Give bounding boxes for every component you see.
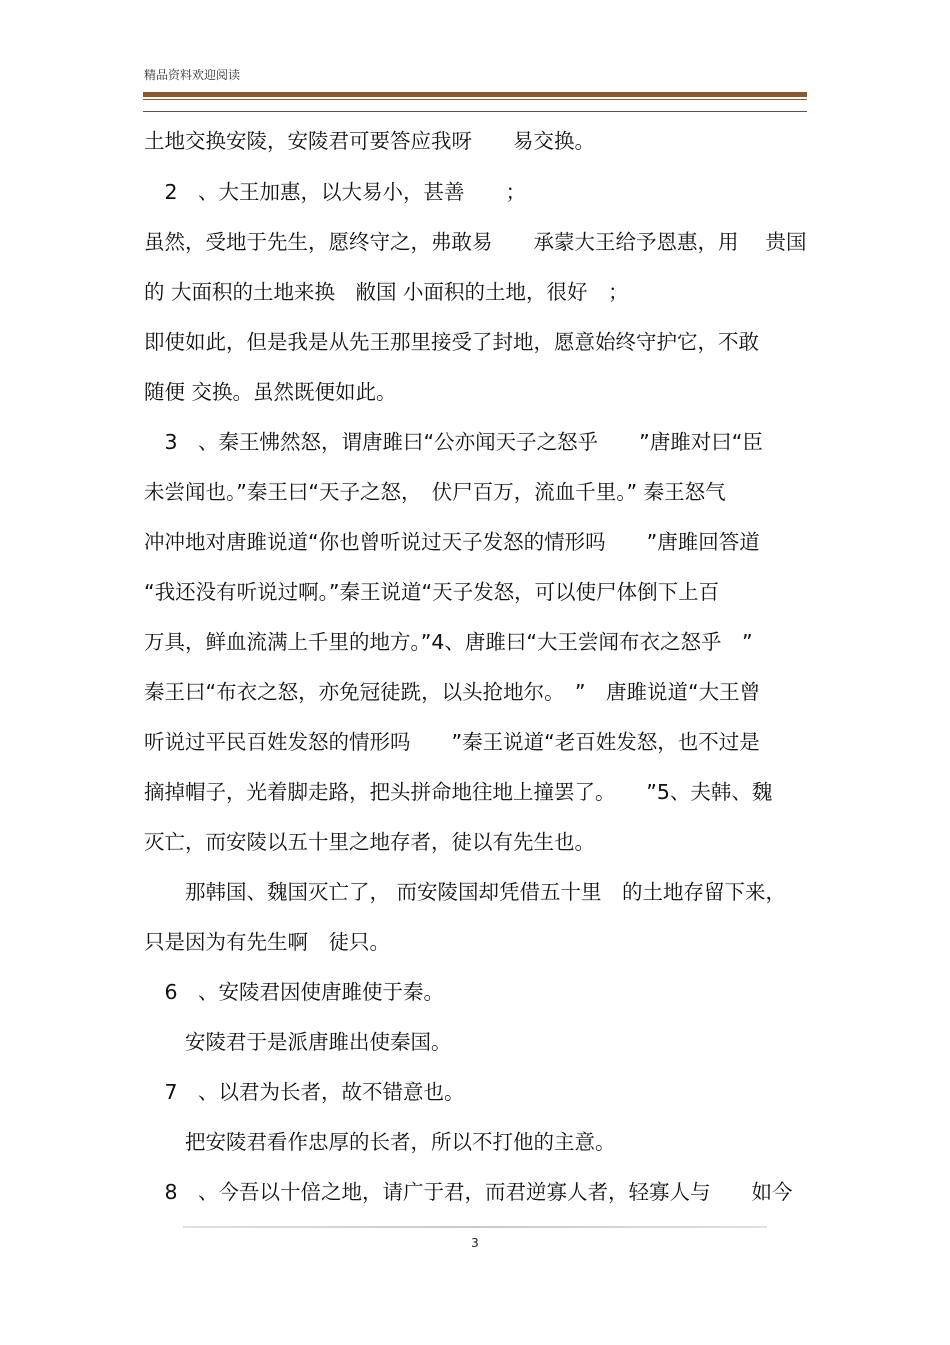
text-line: 即使如此，但是我是从先王那里接受了封地，愿意始终守护它，不敢 bbox=[144, 330, 759, 354]
text-line: 灭亡，而安陵以五十里之地存者，徒以有先生也。 bbox=[144, 830, 595, 854]
page-number: 3 bbox=[471, 1236, 479, 1250]
text-line: 那韩国、魏国灭亡了， 而安陵国却凭借五十里 的土地存留下来， bbox=[144, 880, 787, 904]
text-line: 随便 交换。虽然既便如此。 bbox=[144, 380, 397, 404]
text-line: 秦王曰“布衣之怒，亦免冠徒跣，以头抢地尔。 ” 唐雎说道“大王曾 bbox=[144, 680, 761, 704]
text-line: 8 、今吾以十倍之地，请广于君，而君逆寡人者，轻寡人与 如今 bbox=[144, 1180, 793, 1204]
header-rule-under bbox=[143, 111, 807, 112]
footer-rule bbox=[183, 1226, 767, 1228]
text-line: 7 、以君为长者，故不错意也。 bbox=[144, 1080, 465, 1104]
text-line: 万具，鲜血流满上千里的地方。”4、唐雎曰“大王尝闻布衣之怒乎 ” bbox=[144, 630, 753, 654]
text-line: 的 大面积的土地来换 敝国 小面积的土地，很好 ； bbox=[144, 280, 629, 304]
text-line: 摘掉帽子，光着脚走路，把头拼命地往地上撞罢了。 ”5、夫韩、魏 bbox=[144, 780, 773, 804]
header-rule-thick bbox=[143, 92, 807, 97]
header-rule-thin bbox=[143, 99, 807, 100]
text-line: 2 、大王加惠，以大易小，甚善 ； bbox=[144, 180, 527, 204]
text-line: 冲冲地对唐雎说道“你也曾听说过天子发怒的情形吗 ”唐雎回答道 bbox=[144, 530, 760, 554]
text-line: 只是因为有先生啊 徒只。 bbox=[144, 930, 390, 954]
text-line: 未尝闻也。”秦王曰“天子之怒， 伏尸百万，流血千里。” 秦王怒气 bbox=[144, 480, 726, 504]
text-line: 听说过平民百姓发怒的情形吗 ”秦王说道“老百姓发怒，也不过是 bbox=[144, 730, 760, 754]
text-line: 6 、安陵君因使唐雎使于秦。 bbox=[144, 980, 445, 1004]
text-line: 土地交换安陵，安陵君可要答应我呀 易交换。 bbox=[144, 129, 595, 153]
text-line: 把安陵君看作忠厚的长者，所以不打他的主意。 bbox=[144, 1130, 616, 1154]
text-line: “我还没有听说过啊。”秦王说道“天子发怒，可以使尸体倒下上百 bbox=[144, 580, 720, 604]
text-line: 虽然，受地于先生，愿终守之，弗敢易 承蒙大王给予恩惠，用 贵国 bbox=[144, 230, 807, 254]
text-line: 3 、秦王怫然怒，谓唐雎曰“公亦闻天子之怒乎 ”唐雎对曰“臣 bbox=[144, 430, 763, 454]
header-text: 精品资料欢迎阅读 bbox=[144, 68, 241, 82]
text-line: 安陵君于是派唐雎出使秦国。 bbox=[144, 1030, 452, 1054]
